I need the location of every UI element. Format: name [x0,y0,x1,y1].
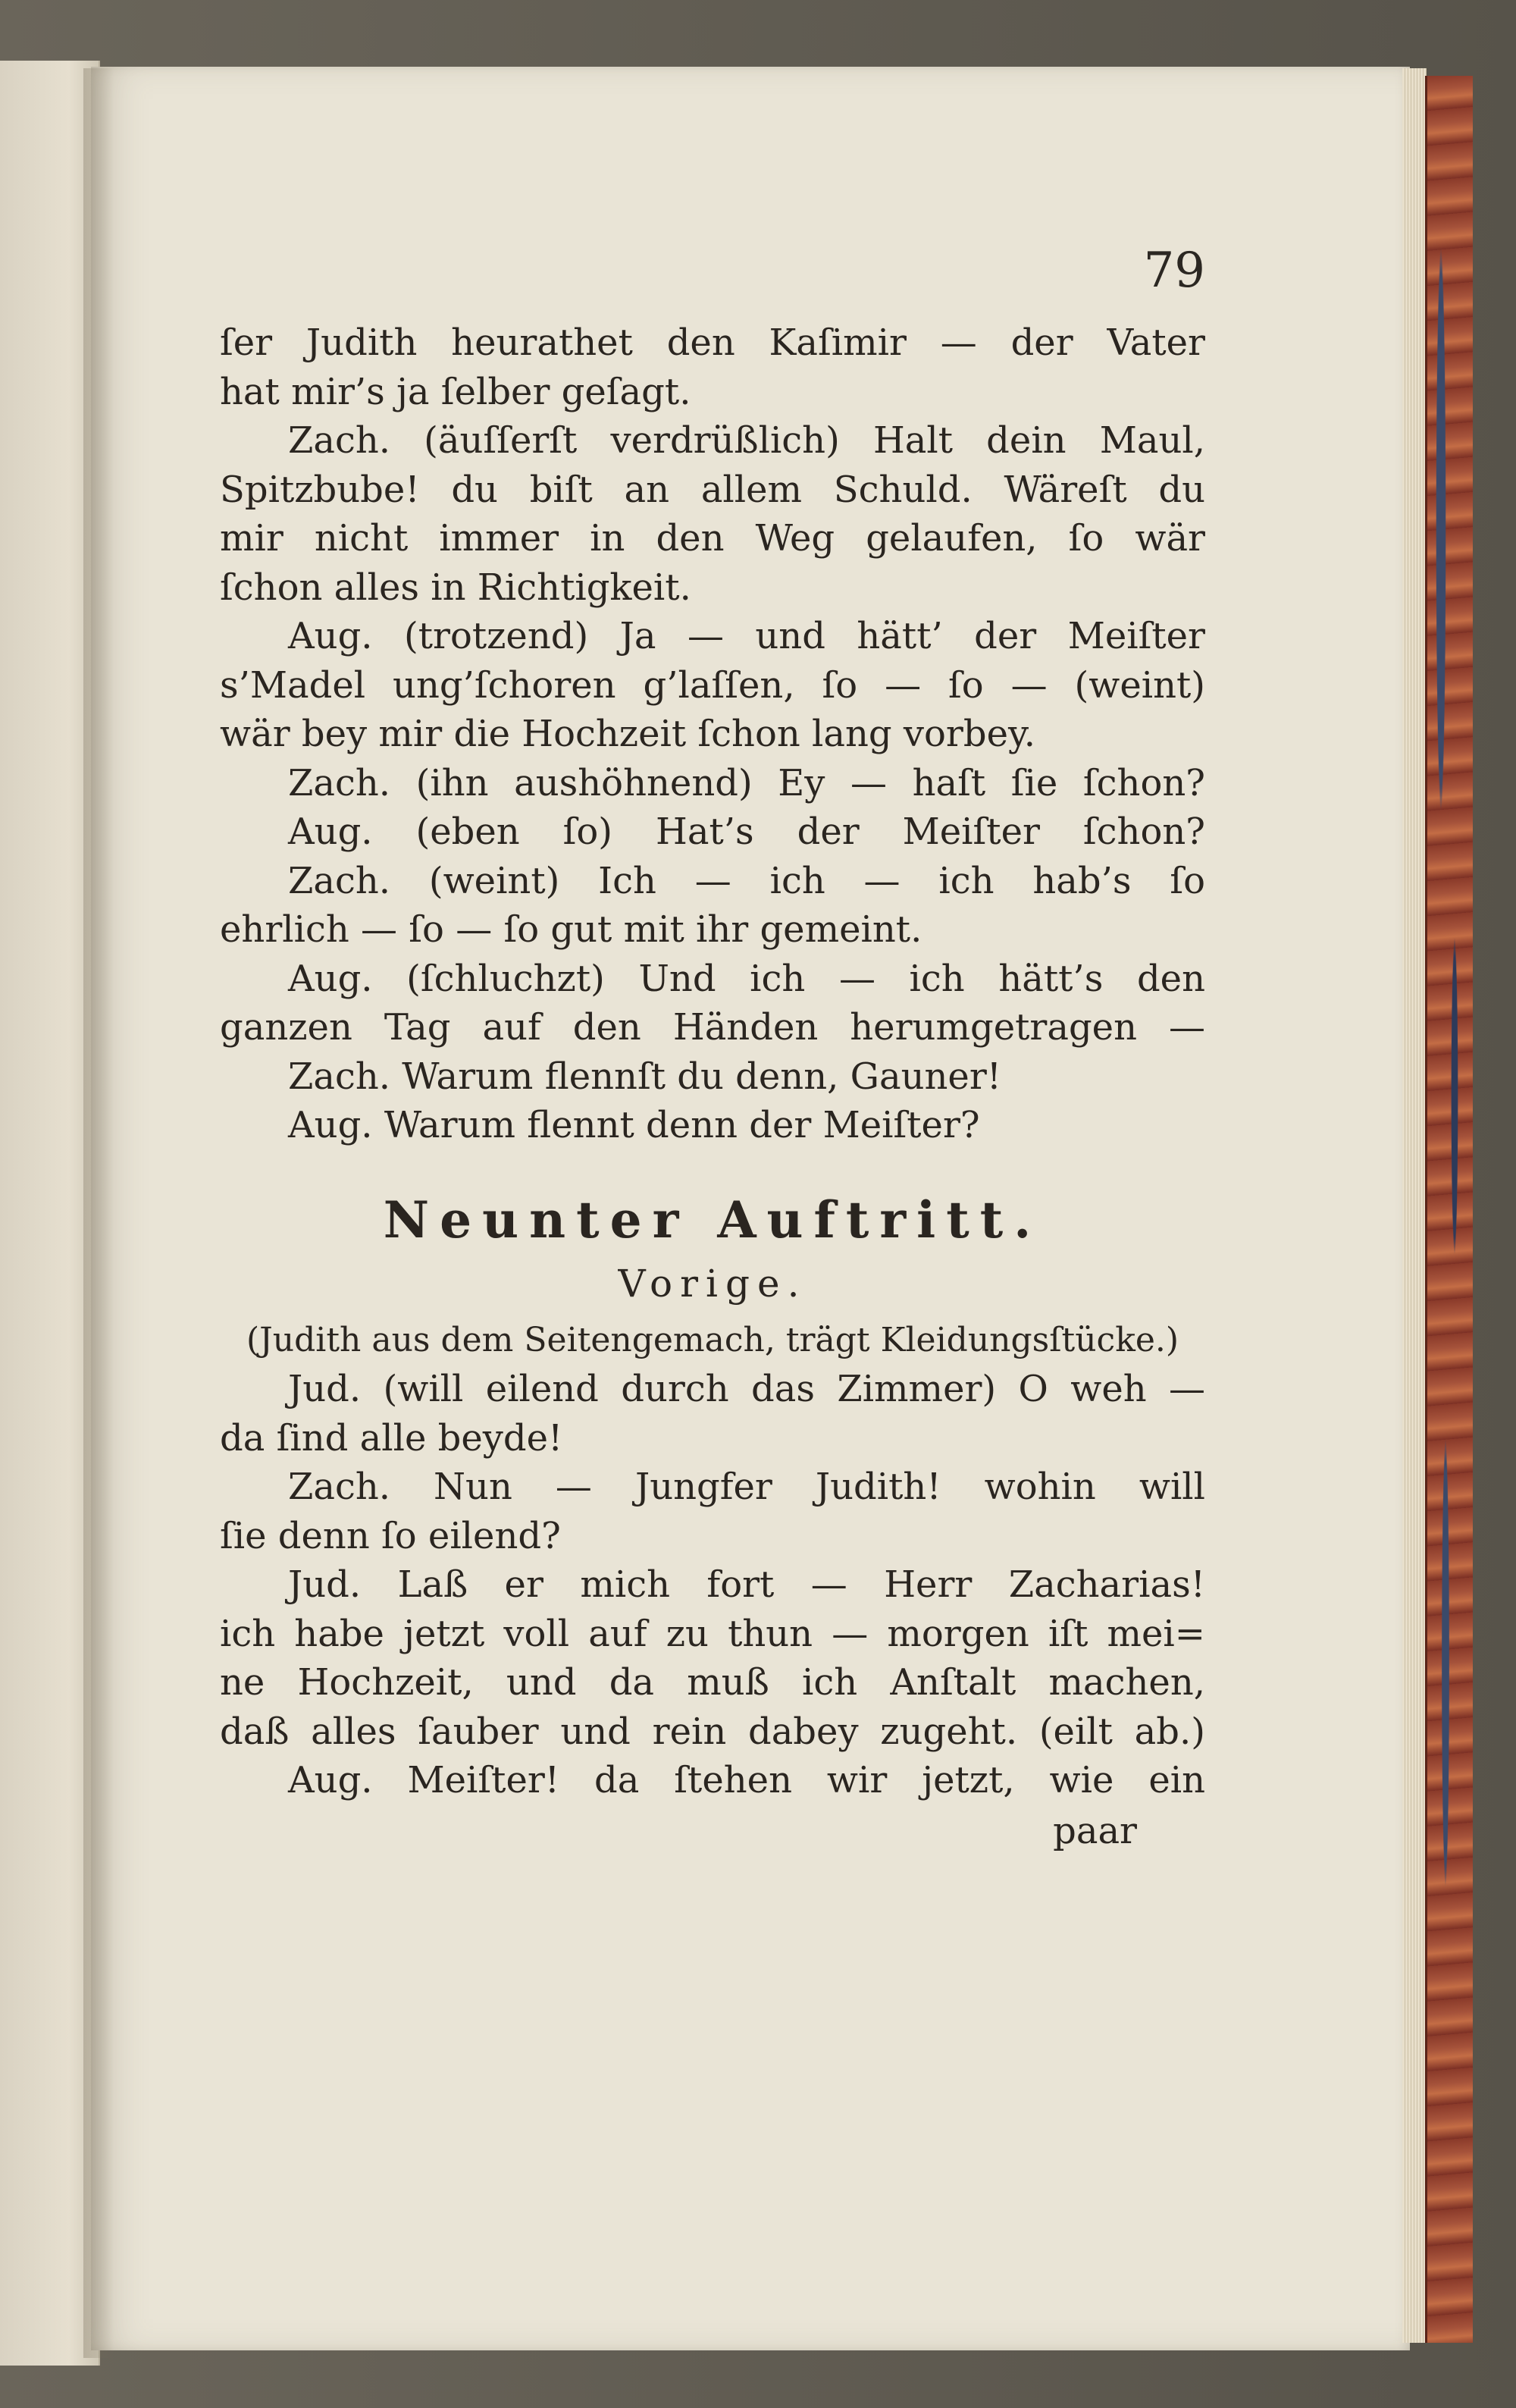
text-line: ich habe jetzt voll auf zu thun — morgen iſt mei= [220,1612,1205,1655]
text-line: ne Hochzeit, und da muß ich Anſtalt machen, [220,1661,1205,1704]
text-line: hat mir’s ja ſelber geſagt. [220,370,691,413]
stage-direction: (Judith aus dem Seitengemach, trägt Kleidungsſtücke.) [246,1320,1179,1359]
text-block [220,318,1205,1855]
marbled-cover-edge [1425,76,1473,2343]
text-line: Aug. (trotzend) Ja — und hätt’ der Meiſter [288,615,1205,657]
text-line: mir nicht immer in den Weg gelaufen, ſo wär [220,517,1205,560]
text-line: Zach. Warum flennſt du denn, Gauner! [288,1055,1002,1098]
text-line: ehrlich — ſo — ſo gut mit ihr gemeint. [220,908,922,951]
scene-characters: Vorige. [618,1262,807,1306]
page-edges [1402,68,1427,2343]
text-line: Jud. (will eilend durch das Zimmer) O weh — [288,1368,1205,1410]
text-line: wär bey mir die Hochzeit ſchon lang vorbey. [220,713,1035,755]
text-line: Aug. Meiſter! da ſtehen wir jetzt, wie ein [288,1759,1205,1801]
text-line: da ſind alle beyde! [220,1416,563,1460]
dialogue-part-2 [220,1365,1205,1805]
text-line: ſer Judith heurathet den Kaſimir — der Vater [220,321,1205,364]
page-number: 79 [1143,243,1205,299]
text-line: ſchon alles in Richtigkeit. [220,566,691,609]
text-line: Zach. (äuſſerſt verdrüßlich) Halt dein Maul, [288,419,1205,462]
catchword: paar [1053,1809,1137,1852]
text-line: daß alles ſauber und rein dabey zugeht. (eilt ab.) [220,1710,1205,1753]
text-line: ſie denn ſo eilend? [220,1514,561,1557]
text-line: Aug. (eben ſo) Hat’s der Meiſter ſchon? [288,811,1205,853]
page-gutter [83,68,114,2358]
text-line: Zach. Nun — Jungfer Judith! wohin will [288,1466,1205,1508]
text-line: Zach. (ihn aushöhnend) Ey — haſt ſie ſchon? [288,761,1205,804]
text-line: Jud. Laß er mich fort — Herr Zacharias! [288,1563,1205,1606]
text-line: Aug. Warum flennt denn der Meiſter? [288,1104,980,1146]
text-line: Spitzbube! du biſt an allem Schuld. Wäreſt du [220,468,1205,511]
text-line: s’Madel ung’ſchoren g’laſſen, ſo — ſo — (weint) [220,663,1205,707]
scene-heading: Neunter Auftritt. [383,1190,1042,1249]
text-line: Aug. (ſchluchzt) Und ich — ich hätt’s den [288,957,1205,1000]
text-line: ganzen Tag auf den Händen herumgetragen — [220,1006,1205,1049]
dialogue-part-1 [220,318,1205,1150]
text-line: Zach. (weint) Ich — ich — ich hab’s ſo [288,859,1205,902]
